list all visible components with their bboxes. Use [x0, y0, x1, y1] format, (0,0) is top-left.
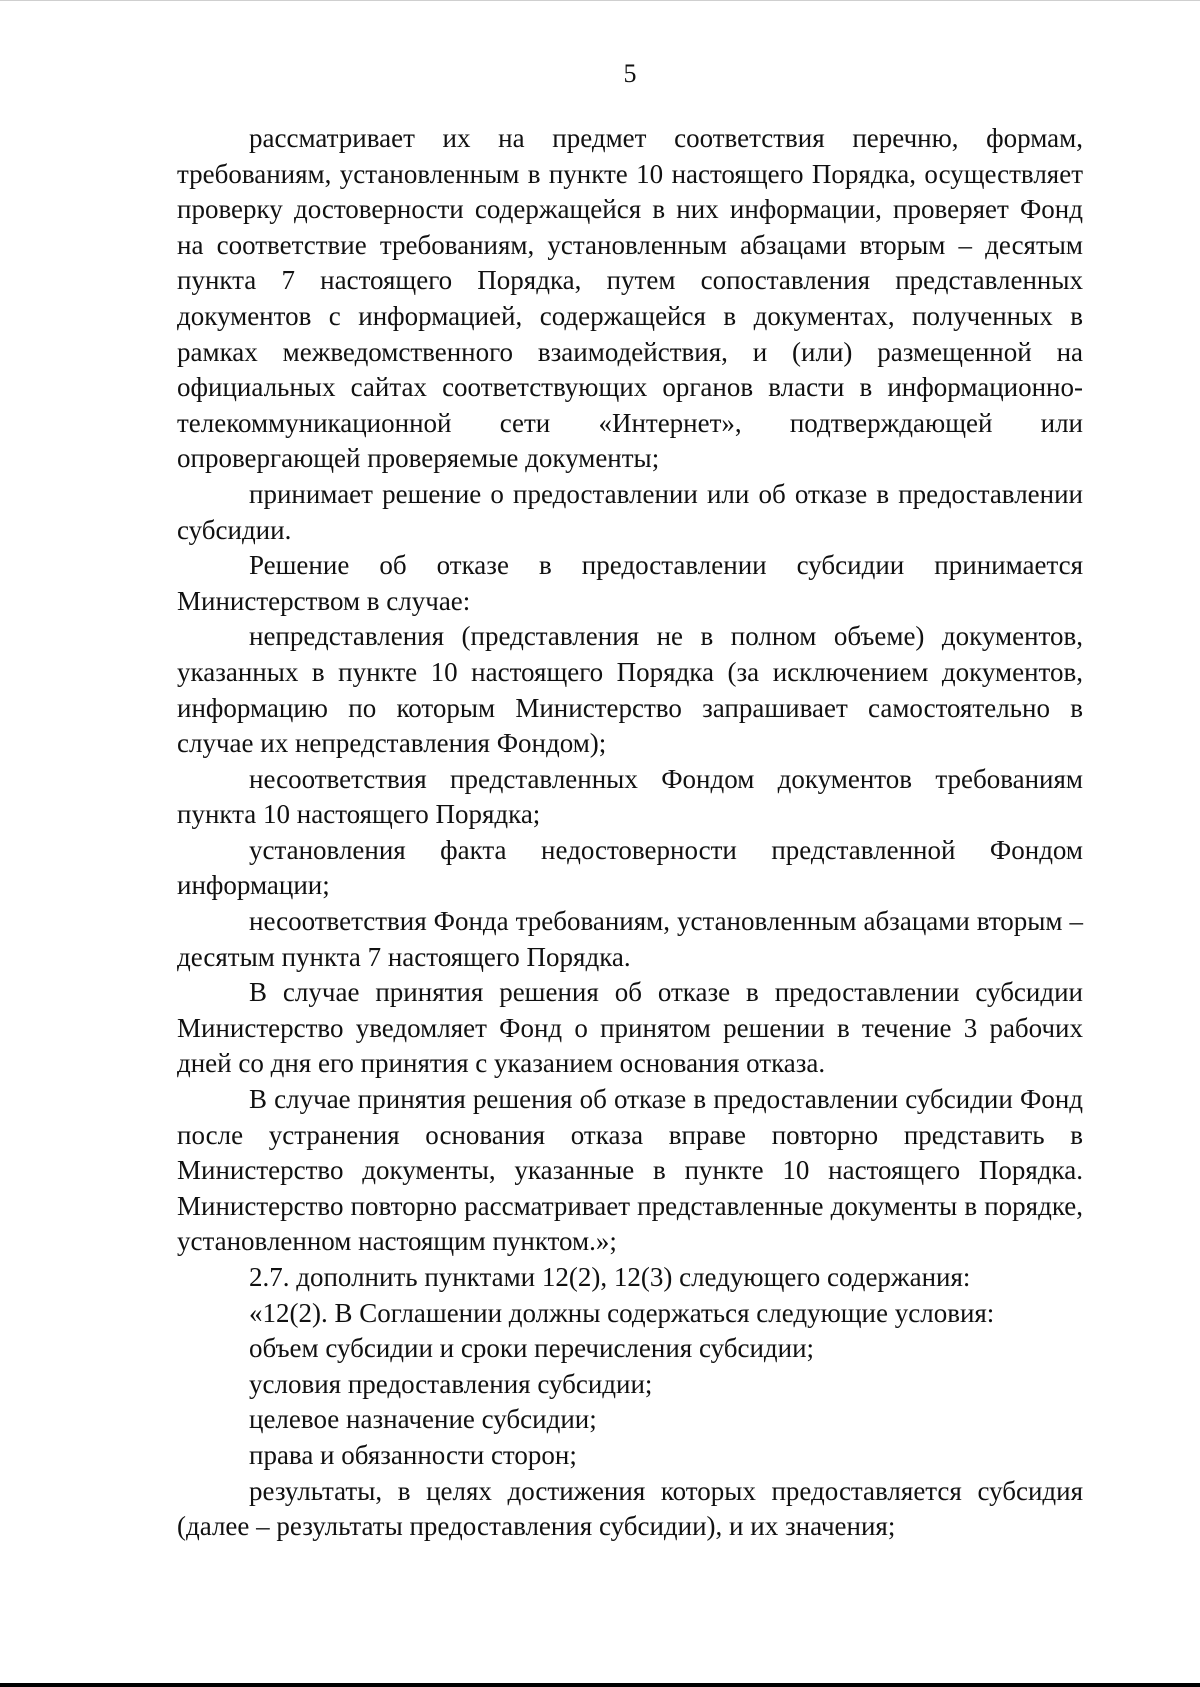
paragraph-12-2-heading: «12(2). В Соглашении должны содержаться следующие условия: [249, 1297, 995, 1328]
paragraph-condition-rights: права и обязанности сторон; [249, 1439, 577, 1470]
paragraph-decision: принимает решение о предоставлении или об отказе в предоставлении субсидии. [177, 478, 1083, 545]
paragraph-condition-results: результаты, в целях достижения которых предоставляется субсидия (далее – результаты предоставления субсидии), и их значения; [177, 1475, 1083, 1542]
document-body [177, 121, 1083, 1545]
paragraph-refusal-grounds-intro: Решение об отказе в предоставлении субсидии принимается Министерством в случае: [177, 550, 1083, 616]
page-number: 5 [623, 59, 637, 88]
paragraph-ground-noncompliance-fund: несоответствия Фонда требованиям, установленным абзацами вторым – десятым пункта 7 настоящего Порядка. [177, 906, 1083, 972]
paragraph-condition-purpose: целевое назначение субсидии; [249, 1404, 597, 1435]
paragraph-resubmission: В случае принятия решения об отказе в предоставлении субсидии Фонд после устранения основания отказа вправе повторно представить в Министерство документы, указанные в пункте 10 настоящего Порядка. Министерство повторно рассматривает представленные документы в порядке, установленном настоящим пунктом.»; [177, 1084, 1083, 1257]
paragraph-amendment-2-7: 2.7. дополнить пунктами 12(2), 12(3) следующего содержания: [249, 1262, 971, 1292]
paragraph-ground-noncompliance-documents: несоответствия представленных Фондом документов требованиям пункта 10 настоящего Порядка; [177, 763, 1083, 830]
paragraph-condition-volume: объем субсидии и сроки перечисления субсидии; [249, 1333, 815, 1364]
paragraph-ground-unreliable-info: установления факта недостоверности представленной Фондом информации; [177, 834, 1083, 901]
paragraph-condition-terms: условия предоставления субсидии; [249, 1368, 653, 1399]
paragraph-ground-nonsubmission: непредставления (представления не в полном объеме) документов, указанных в пункте 10 настоящего Порядка (за исключением документов, информацию по которым Министерство запрашивает самостоятельно в случае их непредставления Фондом); [177, 621, 1083, 759]
paragraph-review-documents: рассматривает их на предмет соответствия перечню, формам, требованиям, установленным в пункте 10 настоящего Порядка, осуществляет проверку достоверности содержащейся в них информации, проверяет Фонд на соответствие требованиям, установленным абзацами вторым – десятым пункта 7 настоящего Порядка, путем сопоставления представленных документов с информацией, содержащейся в документах, полученных в рамках межведомственного взаимодействия, и (или) размещенной на официальных сайтах соответствующих органов власти в информационно-телекоммуникационной сети «Интернет», подтверждающей или опровергающей проверяемые документы; [177, 123, 1083, 474]
paragraph-notification: В случае принятия решения об отказе в предоставлении субсидии Министерство уведомляет Фонд о принятом решении в течение 3 рабочих дней со дня его принятия с указанием основания отказа. [177, 977, 1083, 1079]
